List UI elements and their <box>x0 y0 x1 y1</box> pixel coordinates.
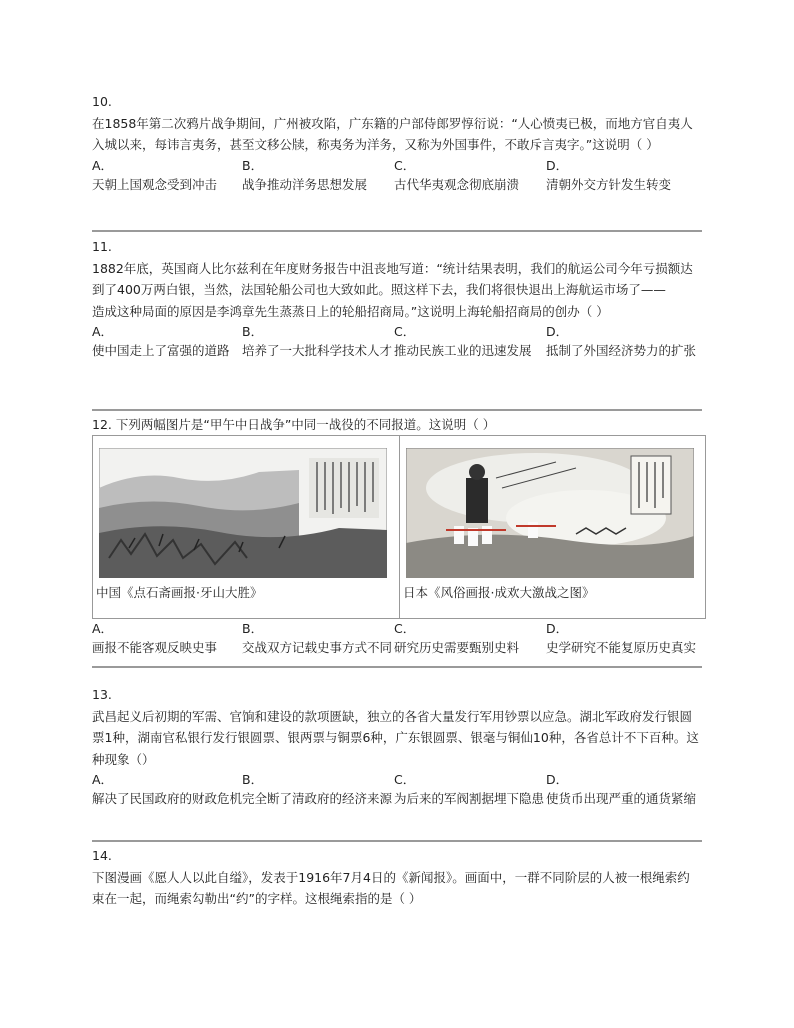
figure-table <box>92 435 706 619</box>
question-11 <box>92 236 702 360</box>
question-stem: 武昌起义后初期的军需、官饷和建设的款项匮缺，独立的各省大量发行军用钞票以应急。湖北军政府发行银圆票1种，湖南官私银行发行银圆票、银两票与铜票6种，广东银圆票、银毫与铜仙10种，各省总计不下百种。这种现象（） <box>92 708 699 767</box>
battle-illustration-japanese <box>406 448 694 578</box>
option-c[interactable]: C． 为后来的军阀割据埋下隐患 <box>394 772 545 806</box>
question-stem: 1882年底，英国商人比尔兹利在年度财务报告中沮丧地写道：“统计结果表明，我们的航运公司今年亏损额达到了400万两白银，当然，法国轮船公司也大致如此。照这样下去，我们将很快退出上海航运市场了—— <box>92 260 693 297</box>
options <box>92 619 702 657</box>
question-number: 13. <box>92 687 112 702</box>
figure-caption: 中国《点石斋画报·牙山大胜》 <box>96 585 263 600</box>
option-d[interactable]: D． 清朝外交方针发生转变 <box>546 157 672 192</box>
option-a[interactable]: A． 画报不能客观反映史事 <box>92 621 218 655</box>
figure-caption: 日本《风俗画报·成欢大激战之图》 <box>403 585 595 600</box>
option-d[interactable]: D． 史学研究不能复原历史真实 <box>546 621 697 655</box>
options <box>92 770 702 808</box>
battle-illustration-chinese <box>99 448 387 578</box>
option-b[interactable]: B． 战争推动洋务思想发展 <box>242 157 368 192</box>
option-a[interactable]: A． 天朝上国观念受到冲击 <box>92 157 218 192</box>
option-b[interactable]: B． 交战双方记载史事方式不同 <box>242 621 393 655</box>
divider <box>92 666 702 668</box>
option-a[interactable]: A． 使中国走上了富强的道路 <box>92 324 230 358</box>
figure-left <box>93 436 399 618</box>
question-13 <box>92 684 702 808</box>
question-stem: 12. 下列两幅图片是“甲午中日战争”中同一战役的不同报道。这说明（ ） <box>92 417 496 432</box>
question-stem: 在1858年第二次鸦片战争期间，广州被攻陷，广东籍的户部侍郎罗惇衍说：“人心愤夷已极，而地方官自夷人入城以来，每讳言夷务，甚至文移公牍，称夷务为洋务，又称为外国事件，不敢斥言夷字。”这说明（ ） <box>92 115 693 152</box>
question-12 <box>92 414 702 436</box>
option-c[interactable]: C． 推动民族工业的迅速发展 <box>394 324 532 358</box>
divider <box>92 230 702 232</box>
figure-right <box>399 436 705 618</box>
divider <box>92 840 702 842</box>
question-number: 14. <box>92 848 112 863</box>
option-d[interactable]: D． 使货币出现严重的通货紧缩 <box>546 772 697 806</box>
question-14 <box>92 845 702 910</box>
question-number: 10. <box>92 94 112 109</box>
option-b[interactable]: B． 完全断了清政府的经济来源 <box>242 772 393 806</box>
options <box>92 156 702 194</box>
option-c[interactable]: C． 古代华夷观念彻底崩溃 <box>394 157 520 192</box>
question-10 <box>92 91 702 194</box>
question-12-options <box>92 619 702 657</box>
option-a[interactable]: A． 解决了民国政府的财政危机 <box>92 772 243 806</box>
option-d[interactable]: D． 抵制了外国经济势力的扩张 <box>546 324 697 358</box>
option-c[interactable]: C． 研究历史需要甄别史料 <box>394 621 520 655</box>
question-number: 11. <box>92 239 112 254</box>
divider <box>92 409 702 411</box>
options <box>92 322 702 360</box>
option-b[interactable]: B． 培养了一大批科学技术人才 <box>242 324 393 358</box>
question-stem-continued: 造成这种局面的原因是李鸿章先生蒸蒸日上的轮船招商局。”这说明上海轮船招商局的创办（ ） <box>92 303 609 319</box>
question-stem: 下图漫画《愿人人以此自缢》，发表于1916年7月4日的《新闻报》。画面中，一群不同阶层的人被一根绳索约束在一起，而绳索勾勒出“约”的字样。这根绳索指的是（ ） <box>92 869 690 906</box>
